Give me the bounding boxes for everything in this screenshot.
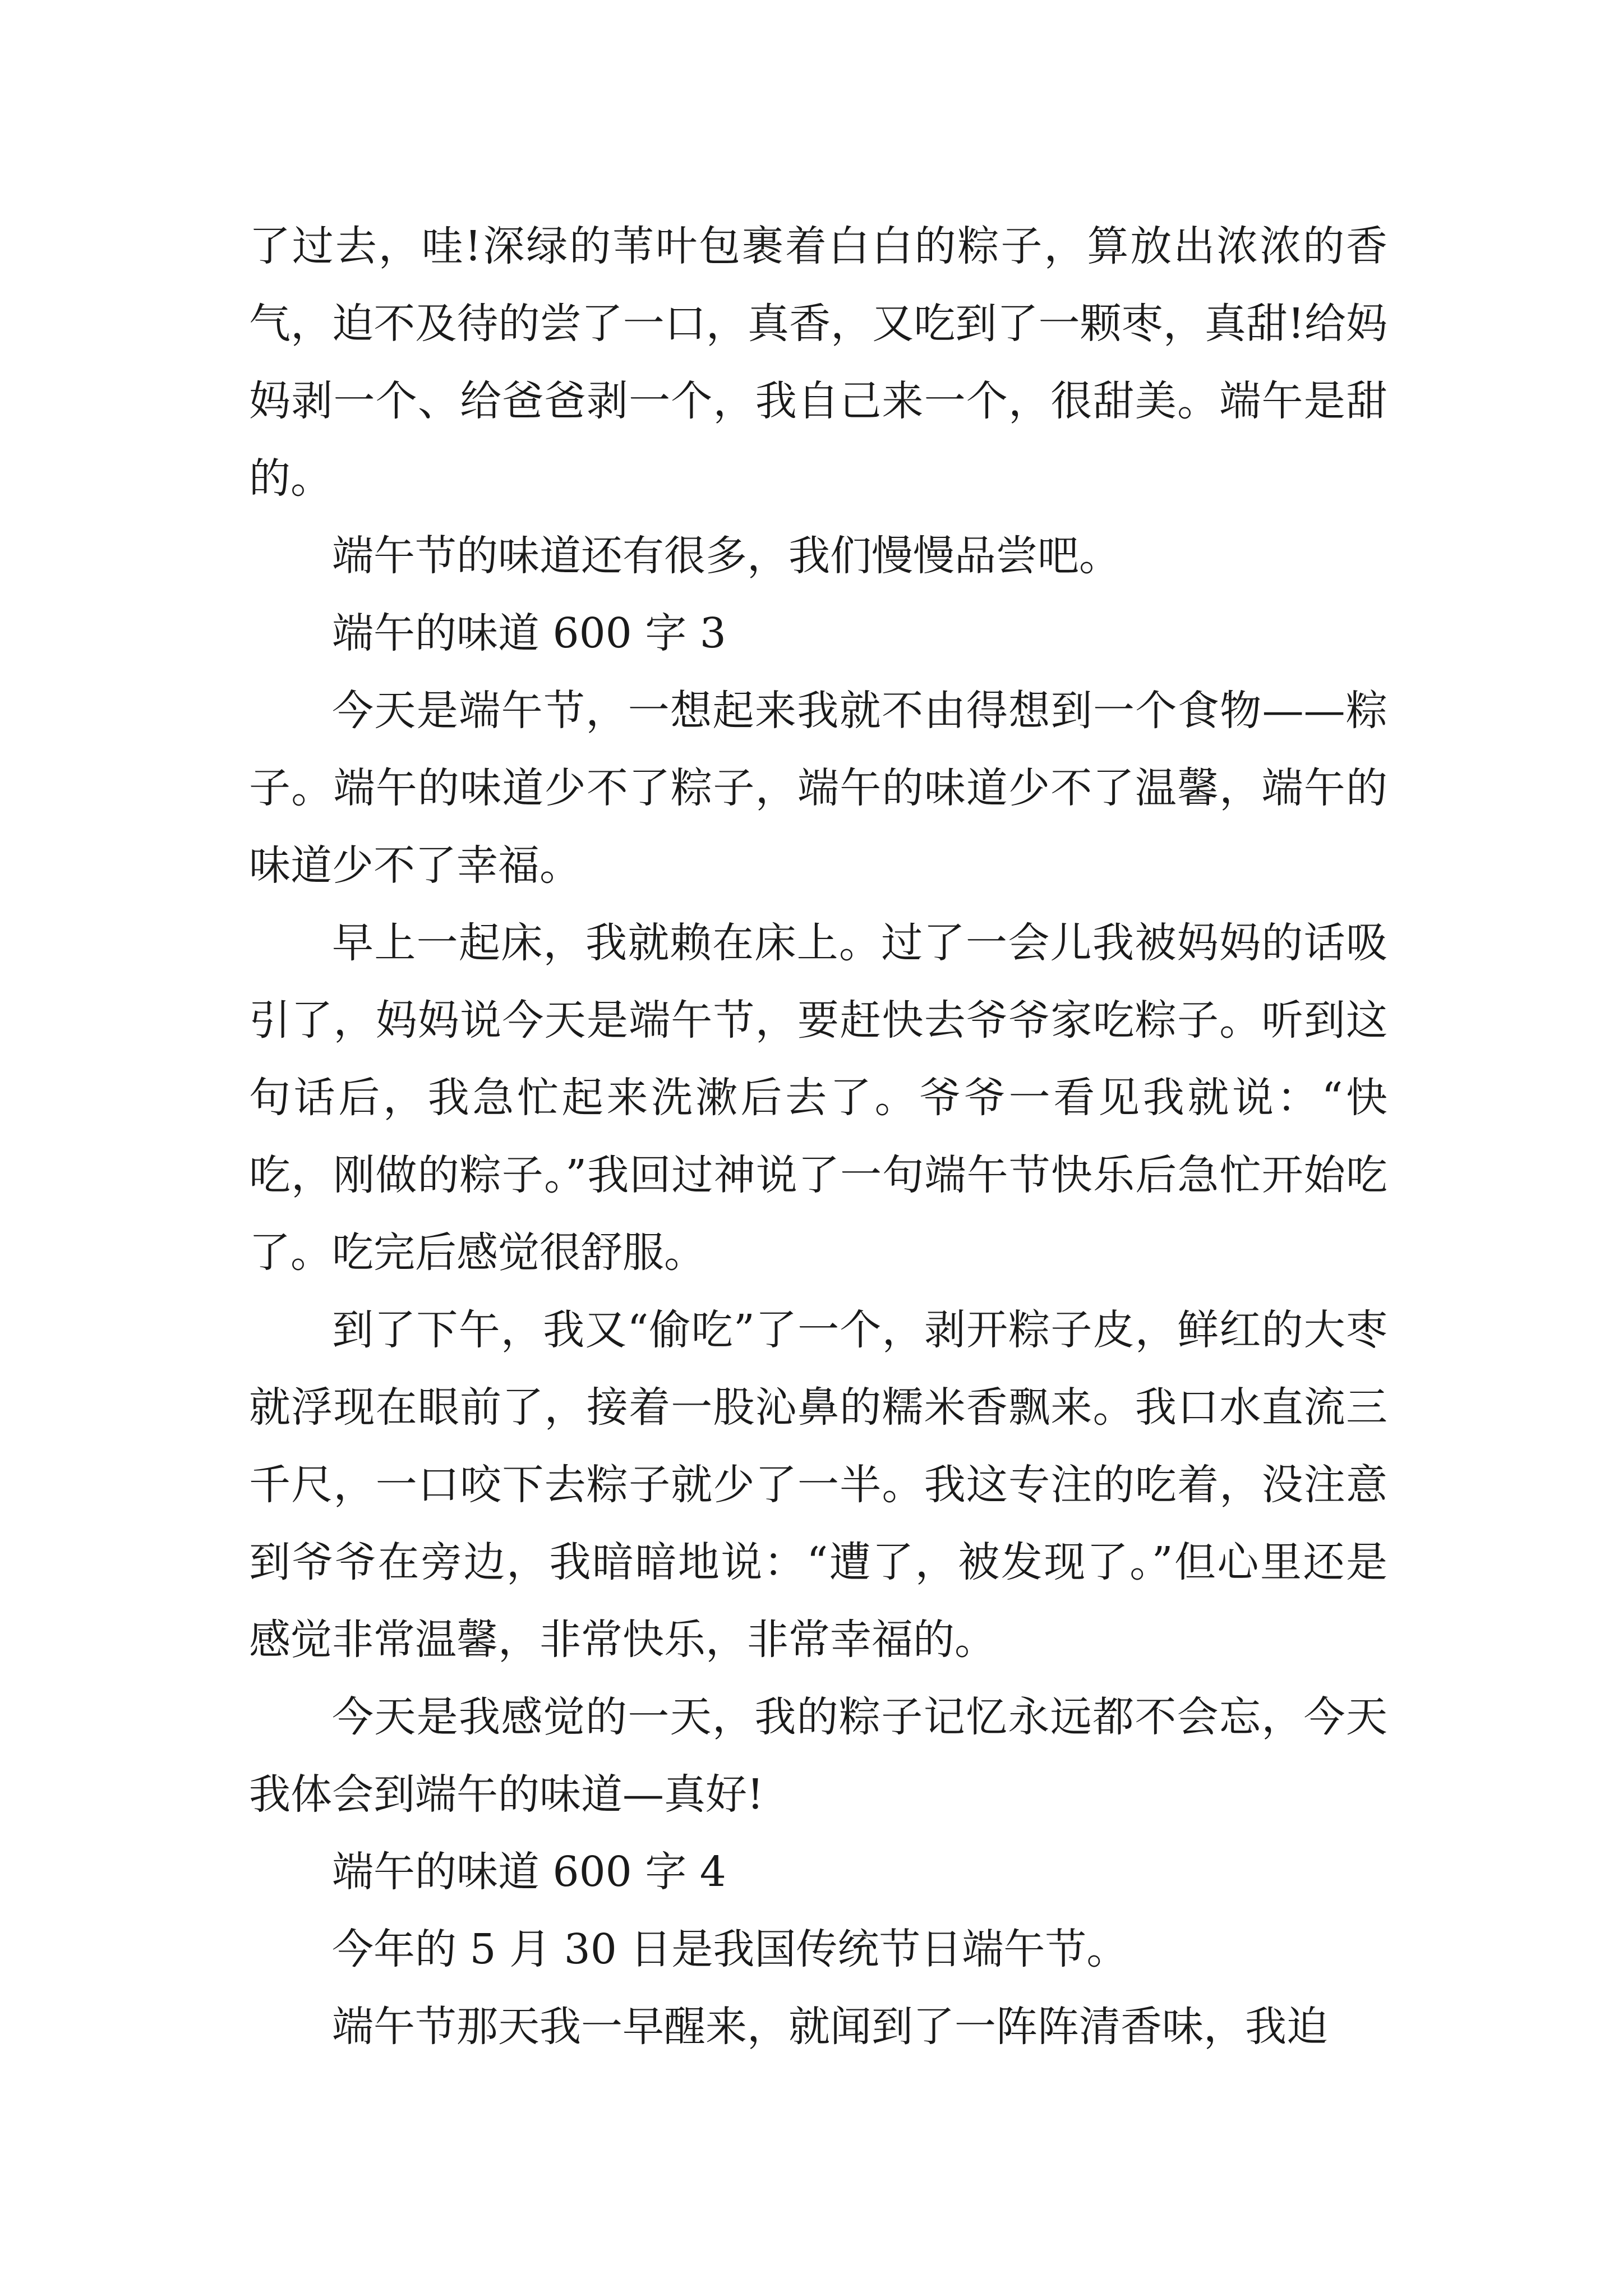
paragraph: 到了下午，我又“偷吃”了一个，剥开粽子皮，鲜红的大枣就浮现在眼前了，接着一股沁鼻的糯米香飘来。我口水直流三千尺，一口咬下去粽子就少了一半。我这专注的吃着，没注意到爷爷在旁边，我暗暗地说：“遭了，被发现了。”但心里还是感觉非常温馨，非常快乐，非常幸福的。 [249, 1306, 1387, 1664]
paragraph: 今年的 5 月 30 日是我国传统节日端午节。 [332, 1925, 1128, 1973]
paragraph: 早上一起床，我就赖在床上。过了一会儿我被妈妈的话吸引了，妈妈说今天是端午节，要赶快去爷爷家吃粽子。听到这句话后，我急忙起来洗漱后去了。爷爷一看见我就说：“快吃，刚做的粽子。”我回过神说了一句端午节快乐后急忙开始吃了。吃完后感觉很舒服。 [249, 919, 1387, 1277]
paragraph: 今天是我感觉的一天，我的粽子记忆永远都不会忘，今天我体会到端午的味道—真好! [249, 1693, 1387, 1819]
document-page [249, 208, 1387, 2065]
paragraph: 今天是端午节，一想起来我就不由得想到一个食物——粽子。端午的味道少不了粽子，端午的味道少不了温馨，端午的味道少不了幸福。 [249, 687, 1387, 890]
section-heading: 端午的味道 600 字 3 [332, 609, 726, 657]
paragraph: 端午节的味道还有很多，我们慢慢品尝吧。 [332, 532, 1121, 580]
paragraph: 端午节那天我一早醒来，就闻到了一阵阵清香味，我迫 [332, 2003, 1328, 2051]
paragraph: 了过去，哇!深绿的苇叶包裹着白白的粽子，算放出浓浓的香气，迫不及待的尝了一口，真香，又吃到了一颗枣，真甜!给妈妈剥一个、给爸爸剥一个，我自己来一个，很甜美。端午是甜的。 [249, 222, 1387, 503]
section-heading: 端午的味道 600 字 4 [332, 1848, 726, 1896]
